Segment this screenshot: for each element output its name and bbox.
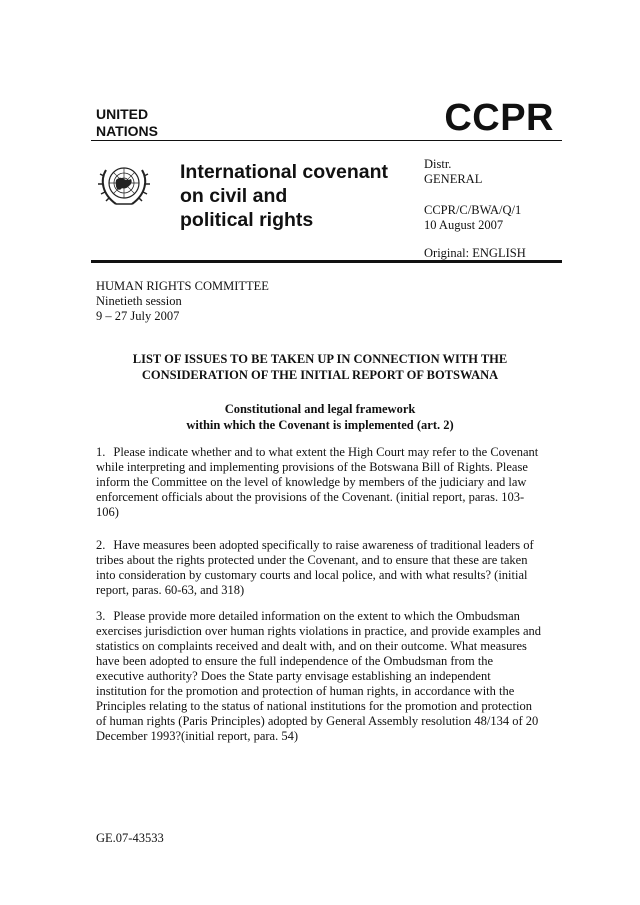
header-divider-thick: [91, 260, 562, 263]
document-symbol: CCPR/C/BWA/Q/1: [424, 203, 522, 217]
issue-paragraph-3: [96, 609, 544, 744]
distribution-block: [424, 157, 526, 261]
issue-paragraph-2: [96, 538, 544, 598]
paragraph-number: 2.: [96, 538, 106, 552]
header-divider-thin: [91, 140, 562, 141]
paragraph-text: Please indicate whether and to what extent the High Court may refer to the Covenant while interpreting and implementing provisions of the Botswana Bill of Rights. Please inform the Committee on the level of knowledge by members of the judiciary and law enforcement officials about the provisions of the Covenant. (initial report, paras. 103-106): [96, 445, 539, 519]
meeting-info: [96, 279, 269, 324]
un-emblem-icon: [94, 158, 154, 212]
covenant-title-line1: International covenant: [180, 161, 389, 183]
document-heading: [96, 351, 544, 383]
section-heading-line1: Constitutional and legal framework: [224, 402, 416, 416]
paragraph-text: Have measures been adopted specifically to raise awareness of traditional leaders of tribes about the rights protected under the Covenant, and to ensure that these are taken into consideration by customary courts and local police, and with what results? (initial report, paras. 60-63, and 318): [96, 538, 534, 597]
committee-name: HUMAN RIGHTS COMMITTEE: [96, 279, 269, 293]
organization-name-line1: UNITED: [96, 106, 149, 122]
job-number: GE.07-43533: [96, 831, 164, 845]
covenant-title: [180, 160, 388, 232]
section-heading-line2: within which the Covenant is implemented (art. 2): [186, 418, 454, 432]
paragraph-number: 1.: [96, 445, 106, 459]
paragraph-number: 3.: [96, 609, 106, 623]
covenant-title-line3: political rights: [180, 209, 314, 231]
distribution-value: GENERAL: [424, 172, 483, 186]
session-name: Ninetieth session: [96, 294, 182, 308]
organization-name: [96, 106, 158, 140]
organization-name-line2: NATIONS: [96, 123, 158, 139]
issue-paragraph-1: [96, 445, 544, 520]
original-language: Original: ENGLISH: [424, 246, 526, 260]
covenant-title-line2: on civil and: [180, 185, 288, 207]
paragraph-text: Please provide more detailed information on the extent to which the Ombudsman exercises jurisdiction over human rights violations in practice, and provide examples and statistics on complaints received and dealt with, and on their outcome. What measures have been adopted to ensure the full independence of the Ombudsman from the executive authority? Does the State party envisage establishing an independent institution for the promotion and protection of human rights, in accordance with the Principles relating to the status of national institutions for the promotion and protection of human rights (Paris Principles) adopted by General Assembly resolution 48/134 of 20 December 1993?(initial report, para. 54): [96, 609, 542, 743]
distribution-label: Distr.: [424, 157, 452, 171]
document-date: 10 August 2007: [424, 218, 504, 232]
document-heading-line2: CONSIDERATION OF THE INITIAL REPORT OF BOTSWANA: [141, 368, 499, 382]
document-series-symbol: CCPR: [444, 97, 554, 139]
session-dates: 9 – 27 July 2007: [96, 309, 180, 323]
document-heading-line1: LIST OF ISSUES TO BE TAKEN UP IN CONNECTION WITH THE: [132, 352, 508, 366]
section-heading: [96, 401, 544, 433]
